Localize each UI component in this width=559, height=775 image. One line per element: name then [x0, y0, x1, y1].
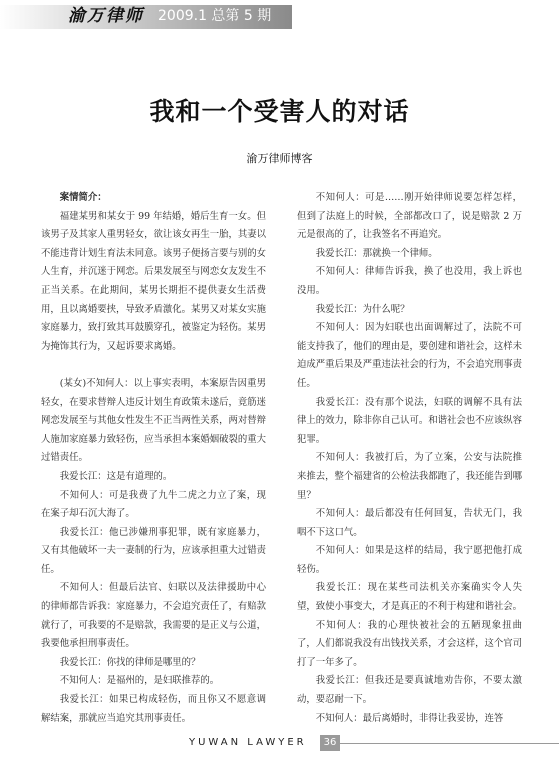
dialogue-paragraph: 我爱长江：这是有道理的。: [59, 470, 173, 482]
dialogue-paragraph: 不知何人：可是我费了九牛二虎之力立了案，现在案子却石沉大海了。: [41, 489, 266, 520]
dialogue-paragraph: 我爱长江：现在某些司法机关亦案确实令人失望，致使小事变大，才是真正的不利于构建和谐社会。: [297, 582, 523, 613]
dialogue-paragraph: 不知何人：但最后法官、妇联以及法律援助中心的律师都告诉我：家庭暴力，不会追究责任了，有赔款就行了，可我要的不是赔款，我需要的是正义与公道，我要他承担刑事责任。: [41, 582, 267, 650]
dialogue-paragraph: 我爱长江：那就换一个律师。: [315, 247, 438, 259]
page-number: 36: [320, 735, 340, 751]
footer-magazine-name: YUWAN LAWYER: [189, 737, 307, 748]
paragraph-spacer: [41, 356, 266, 375]
dialogue-paragraph: 我爱长江：为什么呢？: [315, 303, 410, 315]
dialogue-paragraph: 我爱长江：他已涉嫌刑事犯罪，既有家庭暴力，又有其他破坏一夫一妻制的行为，应该承担重大过错责任。: [41, 526, 267, 575]
dialogue-paragraph: 不知何人：最后离婚时，非得让我妥协，连答: [315, 712, 504, 724]
dialogue-paragraph: 不知何人：可是……刚开始律师说要怎样怎样，但到了法庭上的时候，全部都改口了，说是赔款 2 万元是很高的了，让我签名不再追究。: [297, 192, 522, 241]
dialogue-paragraph: 不知何人：最后都没有任何回复，告状无门，我咽不下这口气。: [297, 508, 522, 538]
left-column: [41, 189, 266, 728]
dialogue-paragraph: 不知何人：律师告诉我，换了也没用，我上诉也没用。: [297, 266, 522, 296]
article-title: 我和一个受害人的对话: [149, 97, 410, 126]
dialogue-paragraph: 不知何人：我的心理快被社会的五陋现象扭曲了，人们都说我没有出钱找关系，才会这样，这个官司打了一年多了。: [297, 619, 523, 668]
header-bar: [0, 0, 559, 32]
dialogue-paragraph: 不知何人：如果是这样的结局，我宁愿把他打成轻伤。: [297, 545, 522, 575]
magazine-logo: 渝万律师: [68, 6, 144, 26]
dialogue-paragraph: (某女)不知何人：以上事实表明，本案原告因重男轻女，在要求替辩人违反计划生育政策未遂后，竟筋迷网恋发展至与其他女性发生不正当两性关系，两对替辩人施加家庭暴力致轻伤，应当承担本案婚姻破裂的重大过错责任。: [41, 377, 267, 464]
dialogue-paragraph: 福建某男和某女于 99 年结婚，婚后生育一女。但该男子及其家人重男轻女，欲让该女再生一胎，其妻以不能违背计划生育法未同意。该男子便扬言要与别的女人生育，并沉迷于网恋。后果发展至与网恋女友发生不正当关系。在此期间，某男长期拒不提供妻女生活费用，且以离婚要挟，导致矛盾激化。某男又对某女实施家庭暴力，致打致其耳鼓膜穿孔，被鉴定为轻伤。某男为掩饰其行为，又起诉要求离婚。: [41, 210, 267, 352]
case-summary-heading: 案情简介：: [59, 192, 107, 203]
dialogue-paragraph: 不知何人：因为妇联也出面调解过了，法院不可能支持我了，他们的理由是，要创建和谐社会，这样未迫成严重后果及严重违法社会的行为，不会追究刑事责任。: [297, 322, 523, 389]
right-column: [297, 189, 522, 728]
dialogue-paragraph: 我爱长江：你找的律师是哪里的？: [59, 656, 201, 668]
dialogue-paragraph: 我爱长江：但我还是要真诚地劝告你，不要太激动，要忍耐一下。: [297, 675, 522, 706]
article-author: 渝万律师博客: [246, 152, 313, 165]
dialogue-paragraph: 不知何人：我被打后，为了立案，公安与法院推来推去，整个福建省的公检法我都跑了，我还能告到哪里？: [297, 452, 523, 501]
issue-label: 2009.1 总第 5 期: [158, 8, 272, 24]
dialogue-paragraph: 不知何人：是福州的，是妇联推荐的。: [59, 675, 220, 687]
dialogue-paragraph: 我爱长江：没有那个说法，妇联的调解不具有法律上的效力，除非你自己认可。和谐社会也不应该纵容犯罪。: [297, 396, 523, 445]
dialogue-paragraph: 我爱长江：如果已构成轻伤，而且你又不愿意调解结案，那就应当追究其刑事责任。: [41, 694, 266, 724]
footer-rule: [340, 743, 559, 744]
